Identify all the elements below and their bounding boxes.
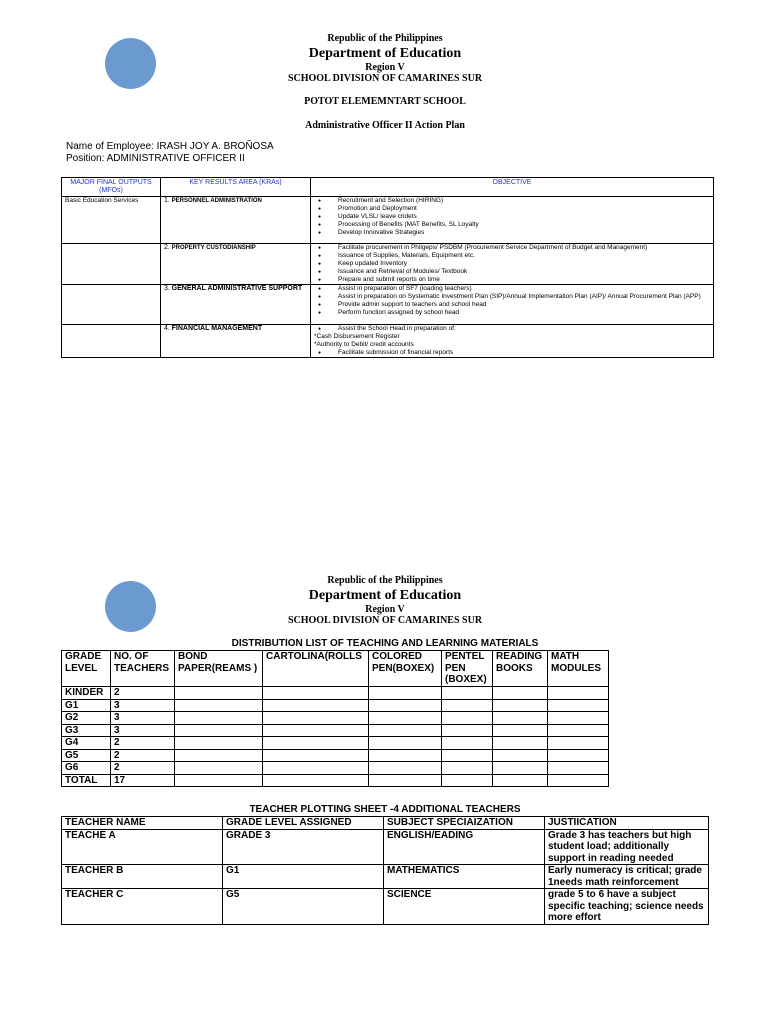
plan-row [62, 285, 714, 325]
col-bond-paper: BOND PAPER(REAMS ) [175, 651, 263, 687]
employee-position: Position: ADMINISTRATIVE OFFICER II [66, 153, 245, 164]
subject-cell: ENGLISH/EADING [384, 829, 545, 865]
objective-item: ● Facilitate procurement in Philgeps/ PSDBM (Procurement Service Department of Budget and Management) [318, 244, 710, 252]
plotting-title: TEACHER PLOTTING SHEET -4 ADDITIONAL TEACHERS [249, 804, 521, 815]
objective-item: ● Keep updated Inventory [318, 260, 710, 268]
action-plan-table [61, 177, 714, 358]
col-grade-level-assigned: GRADE LEVEL ASSIGNED [223, 817, 384, 830]
kra-cell: 1. PERSONNEL ADMINISTRATION [161, 197, 311, 244]
objective-cell [311, 244, 714, 285]
subject-cell: MATHEMATICS [384, 865, 545, 889]
grade-cell: G3 [62, 724, 111, 737]
teachers-cell: 2 [111, 737, 175, 750]
distribution-table [61, 650, 609, 787]
teachers-cell: 17 [111, 774, 175, 787]
header-mfo: MAJOR FINAL OUTPUTS (MFOs) [62, 178, 161, 197]
grade-cell: G1 [223, 865, 384, 889]
table-row [62, 699, 609, 712]
table-row [62, 749, 609, 762]
distribution-header-row [62, 651, 609, 687]
subject-cell: SCIENCE [384, 889, 545, 925]
table-row [62, 865, 709, 889]
objective-item: ● Develop Innovative Strategies [318, 229, 710, 237]
region-line: Region V [365, 604, 405, 615]
objective-note: *Cash Disbursement Register [314, 333, 400, 340]
mfo-cell: Basic Education Services [62, 197, 161, 244]
table-row [62, 712, 609, 725]
teachers-cell: 2 [111, 687, 175, 700]
employee-name: Name of Employee: IRASH JOY A. BROÑOSA [66, 141, 274, 152]
grade-cell: G4 [62, 737, 111, 750]
col-math-modules: MATH MODULES [548, 651, 609, 687]
department-line: Department of Education [308, 46, 462, 61]
objective-item: ● Facilitate submission of financial reports [318, 349, 710, 357]
plan-row [62, 244, 714, 285]
col-justification: JUSTIICATION [545, 817, 709, 830]
deped-seal-logo [105, 581, 156, 632]
col-grade-level: GRADE LEVEL [62, 651, 111, 687]
division-line: SCHOOL DIVISION OF CAMARINES SUR [287, 73, 483, 84]
justification-cell: Early numeracy is critical; grade 1needs math reinforcement [545, 865, 709, 889]
objective-item: ● Issuance of Supplies, Materials, Equipment etc. [318, 252, 710, 260]
col-teacher-name: TEACHER NAME [62, 817, 223, 830]
teacher-name-cell: TEACHER B [62, 865, 223, 889]
page1-letterhead [230, 33, 540, 85]
objective-item: ● Assist the School Head in preparation of: [318, 325, 710, 333]
mfo-cell [62, 244, 161, 285]
objective-item: ● Provide admin support to teachers and school head [318, 301, 710, 309]
mfo-cell [62, 325, 161, 358]
plan-row [62, 325, 714, 358]
table-row [62, 762, 609, 775]
col-pentel-pen: PENTEL PEN (BOXEX) [442, 651, 493, 687]
teachers-cell: 2 [111, 749, 175, 762]
objective-cell [311, 325, 714, 358]
teachers-cell: 3 [111, 712, 175, 725]
table-row [62, 724, 609, 737]
kra-cell: 4. FINANCIAL MANAGEMENT [161, 325, 311, 358]
grade-cell: G6 [62, 762, 111, 775]
division-line: SCHOOL DIVISION OF CAMARINES SUR [287, 615, 483, 626]
col-no-of-teachers: NO. OF TEACHERS [111, 651, 175, 687]
justification-cell: grade 5 to 6 have a subject specific teaching; science needs more effort [545, 889, 709, 925]
distribution-title: DISTRIBUTION LIST OF TEACHING AND LEARNING MATERIALS [231, 638, 539, 649]
objective-item: ● Assist in preparation of SF7 (loading teachers) [318, 285, 710, 293]
plan-title: Administrative Officer II Action Plan [305, 120, 465, 131]
total-row [62, 774, 609, 787]
teacher-plotting-table [61, 816, 709, 925]
objective-cell [311, 285, 714, 325]
objective-item: ● Recruitment and Selection (HIRING) [318, 197, 710, 205]
plan-row [62, 197, 714, 244]
grade-cell: G1 [62, 699, 111, 712]
page2-letterhead [230, 575, 540, 627]
mfo-cell [62, 285, 161, 325]
objective-item: ● Processing of Benefits (MAT Benefits, SL Loyalty [318, 221, 710, 229]
table-row [62, 687, 609, 700]
objective-item: ● Prepare and submit reports on time [318, 276, 710, 284]
grade-cell: G5 [223, 889, 384, 925]
objective-note: *Authority to Debit/ credit accounts [314, 341, 414, 348]
grade-cell: TOTAL [62, 774, 111, 787]
col-cartolina: CARTOLINA(ROLLS [263, 651, 369, 687]
objective-cell [311, 197, 714, 244]
teachers-cell: 3 [111, 724, 175, 737]
grade-cell: KINDER [62, 687, 111, 700]
objective-item: ● Update VLSL/ leave cridets [318, 213, 710, 221]
teachers-cell: 2 [111, 762, 175, 775]
objective-item: ● Issuance and Retrieval of Modules/ Textbook [318, 268, 710, 276]
kra-cell: 2. PROPERTY CUSTODIANSHIP [161, 244, 311, 285]
col-colored-pen: COLORED PEN(BOXEX) [369, 651, 442, 687]
header-objective: OBJECTIVE [311, 178, 714, 197]
teacher-name-cell: TEACHER C [62, 889, 223, 925]
objective-item: ● Assist in preparation on Systematic Investment Plan (SIP)/Annual Implementation Plan (AIP)/ Annual Procurement Plan (APP) [318, 293, 710, 301]
republic-line: Republic of the Philippines [327, 33, 443, 44]
grade-cell: G2 [62, 712, 111, 725]
table-row [62, 889, 709, 925]
kra-cell: 3. GENERAL ADMINISTRATIVE SUPPORT [161, 285, 311, 325]
school-name: POTOT ELEMEMNTART SCHOOL [304, 96, 466, 107]
region-line: Region V [365, 62, 405, 73]
col-reading-books: READING BOOKS [493, 651, 548, 687]
grade-cell: GRADE 3 [223, 829, 384, 865]
header-kra: KEY RESULTS AREA (KRAs) [161, 178, 311, 197]
col-subject-specialization: SUBJECT SPECIAIZATION [384, 817, 545, 830]
table-row [62, 829, 709, 865]
republic-line: Republic of the Philippines [327, 575, 443, 586]
objective-item: ● Promotion and Deployment [318, 205, 710, 213]
teachers-cell: 3 [111, 699, 175, 712]
grade-cell: G5 [62, 749, 111, 762]
plotting-header-row [62, 817, 709, 830]
justification-cell: Grade 3 has teachers but high student load; additionally support in reading needed [545, 829, 709, 865]
objective-item: ● Perform function assigned by school head [318, 309, 710, 317]
teacher-name-cell: TEACHE A [62, 829, 223, 865]
table-row [62, 737, 609, 750]
department-line: Department of Education [308, 588, 462, 603]
plan-header-row [62, 178, 714, 197]
deped-seal-logo [105, 38, 156, 89]
